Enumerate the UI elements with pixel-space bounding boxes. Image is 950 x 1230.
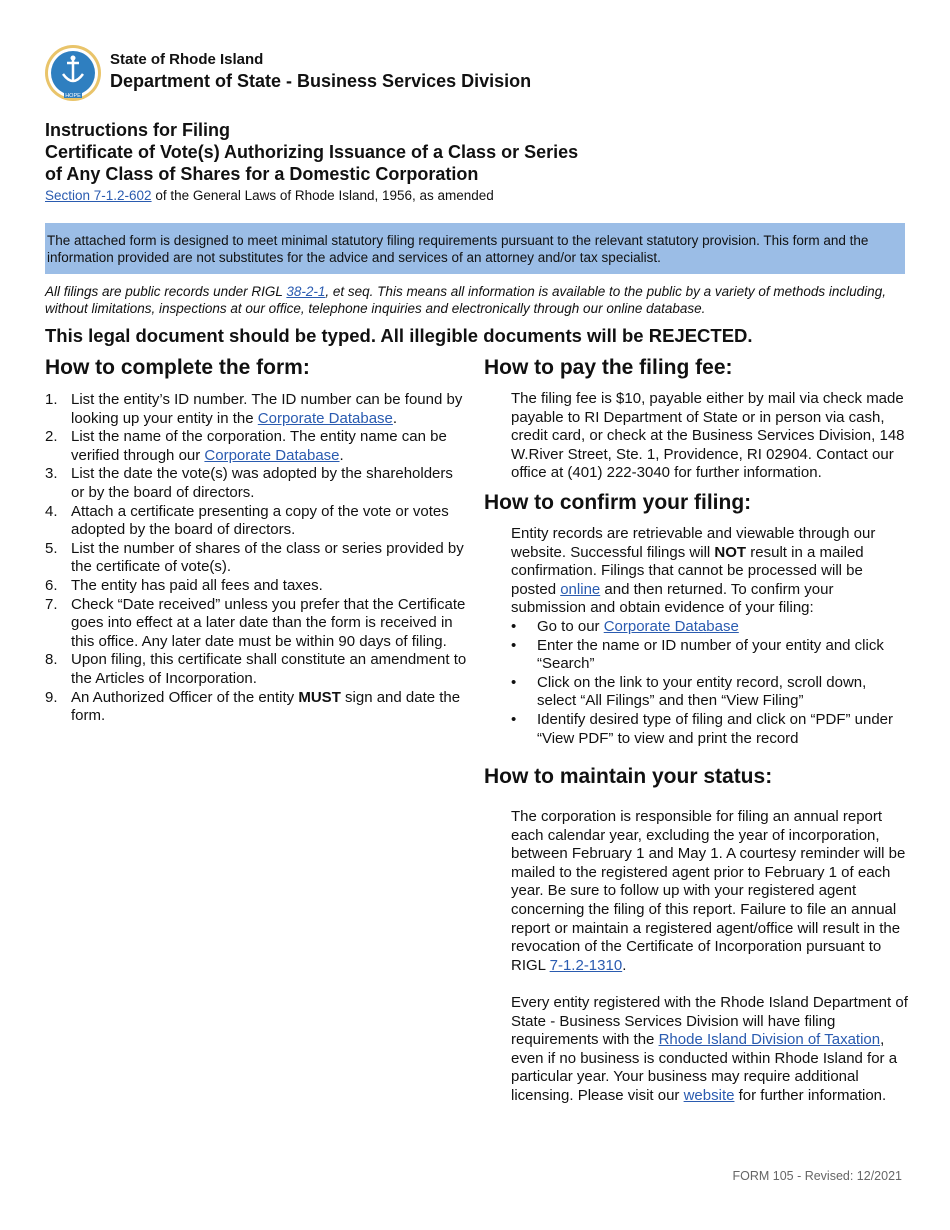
list-item: 5. List the number of shares of the class or series provided by the certificate of vote(s). <box>45 539 464 576</box>
steps-list <box>45 391 470 726</box>
maintain-status-text-2: Every entity registered with the Rhode Island Department of State - Business Services Division will have filing requirements with the Rhode Island Division of Taxation, even if no business is conducted within Rhode Island for a particular year. Your business may require additional licensing. Please visit our website for further information. <box>511 994 908 1104</box>
corporate-database-link[interactable]: Corporate Database <box>257 409 393 427</box>
rigl-38-2-1-link[interactable]: 38-2-1 <box>286 284 326 299</box>
list-item: 8. Upon filing, this certificate shall constitute an amendment to the Articles of Incorporation. <box>45 651 467 687</box>
list-item: 6. The entity has paid all fees and taxes. <box>45 576 323 594</box>
list-item: 7. Check “Date received” unless you prefer that the Certificate goes into effect at a later date than the form is received in this office. Any later date must be within 90 days of filing. <box>45 595 466 650</box>
list-item: • Enter the name or ID number of your entity and click “Search” <box>511 636 884 673</box>
list-item: 2. List the name of the corporation. The entity name can be verified through our Corporate Database. <box>45 428 447 464</box>
maintain-status-text-1: The corporation is responsible for filing an annual report each calendar year, excluding the year of incorporation, between February 1 and May 1. A courtesy reminder will be mailed to the registered agent prior to February 1 of each year. Be sure to follow up with your registered agent concerning the filing of this report. Failure to file an annual report or maintain a registered agent/office will result in the revocation of the Certificate of Incorporation pursuant to RIGL 7-1.2-1310. <box>511 808 906 974</box>
legal-warning: This legal document should be typed. All illegible documents will be REJECTED. <box>45 325 753 346</box>
confirm-steps-list <box>511 618 909 748</box>
pay-fee-text: The filing fee is $10, payable either by mail via check made payable to RI Department of State or in person via cash, credit card, or check at the Business Services Division, 148 W.River Street, Ste. 1, Providence, RI 02904. Contact our office at (401) 222-3040 for further information. <box>511 390 905 482</box>
list-item: 3. List the date the vote(s) was adopted by the shareholders or by the board of directors. <box>45 465 453 501</box>
header-state: State of Rhode Island <box>110 51 264 68</box>
website-link[interactable]: website <box>683 1087 735 1104</box>
list-item: 9. An Authorized Officer of the entity MUST sign and date the form. <box>45 688 461 725</box>
law-reference <box>45 186 905 206</box>
law-reference-text: of the General Laws of Rhode Island, 1956, as amended <box>151 188 494 203</box>
complete-form-heading: How to complete the form: <box>45 356 310 379</box>
list-item: • Go to our Corporate Database <box>511 617 739 635</box>
form-revision-footer: FORM 105 - Revised: 12/2021 <box>732 1169 902 1183</box>
title-line-1: Instructions for Filing <box>45 120 230 140</box>
list-item: • Click on the link to your entity record, scroll down, select “All Filings” and then “View Filing” <box>511 673 867 710</box>
confirm-filing-text: Entity records are retrievable and viewable through our website. Successful filings will NOT result in a mailed confirmation. Filings that cannot be processed will be posted online and then returned. To confirm your submission and obtain evidence of your filing: <box>511 524 876 617</box>
state-seal-logo <box>44 44 102 102</box>
corporate-database-link[interactable]: Corporate Database <box>603 617 739 635</box>
rigl-7-1-2-1310-link[interactable]: 7-1.2-1310 <box>549 956 623 974</box>
pay-fee-heading: How to pay the filing fee: <box>484 356 733 379</box>
confirm-filing-heading: How to confirm your filing: <box>484 490 752 514</box>
list-item: • Identify desired type of filing and click on “PDF” under “View PDF” to view and print the record <box>511 710 894 747</box>
maintain-status-heading: How to maintain your status: <box>484 765 773 789</box>
title-block <box>45 119 905 206</box>
header-department: Department of State - Business Services Division <box>110 71 532 91</box>
right-column <box>484 356 909 1106</box>
list-item: 4. Attach a certificate presenting a copy of the vote or votes adopted by the board of directors. <box>45 502 449 539</box>
division-of-taxation-link[interactable]: Rhode Island Division of Taxation <box>658 1031 881 1049</box>
title-line-2: Certificate of Vote(s) Authorizing Issuance of a Class or Series <box>45 142 579 162</box>
law-section-link[interactable]: Section 7-1.2-602 <box>45 188 152 203</box>
public-records-note: All filings are public records under RIGL 38-2-1, et seq. This means all information is available to the public by a variety of methods including, without limitations, inspections at our office, telephone inquiries and electronically through our online database. <box>45 284 886 316</box>
notice-banner: The attached form is designed to meet minimal statutory filing requirements pursuant to the relevant statutory provision. This form and the information provided are not substitutes for the advice and services of an attorney and/or tax specialist. <box>45 223 905 274</box>
complete-form-section <box>45 356 470 726</box>
online-link[interactable]: online <box>560 580 601 598</box>
corporate-database-link[interactable]: Corporate Database <box>204 446 340 464</box>
seal-motto: HOPE <box>65 93 81 99</box>
title-line-3: of Any Class of Shares for a Domestic Corporation <box>45 164 479 184</box>
list-item: 1. List the entity’s ID number. The ID number can be found by looking up your entity in the Corporate Database. <box>45 391 463 427</box>
